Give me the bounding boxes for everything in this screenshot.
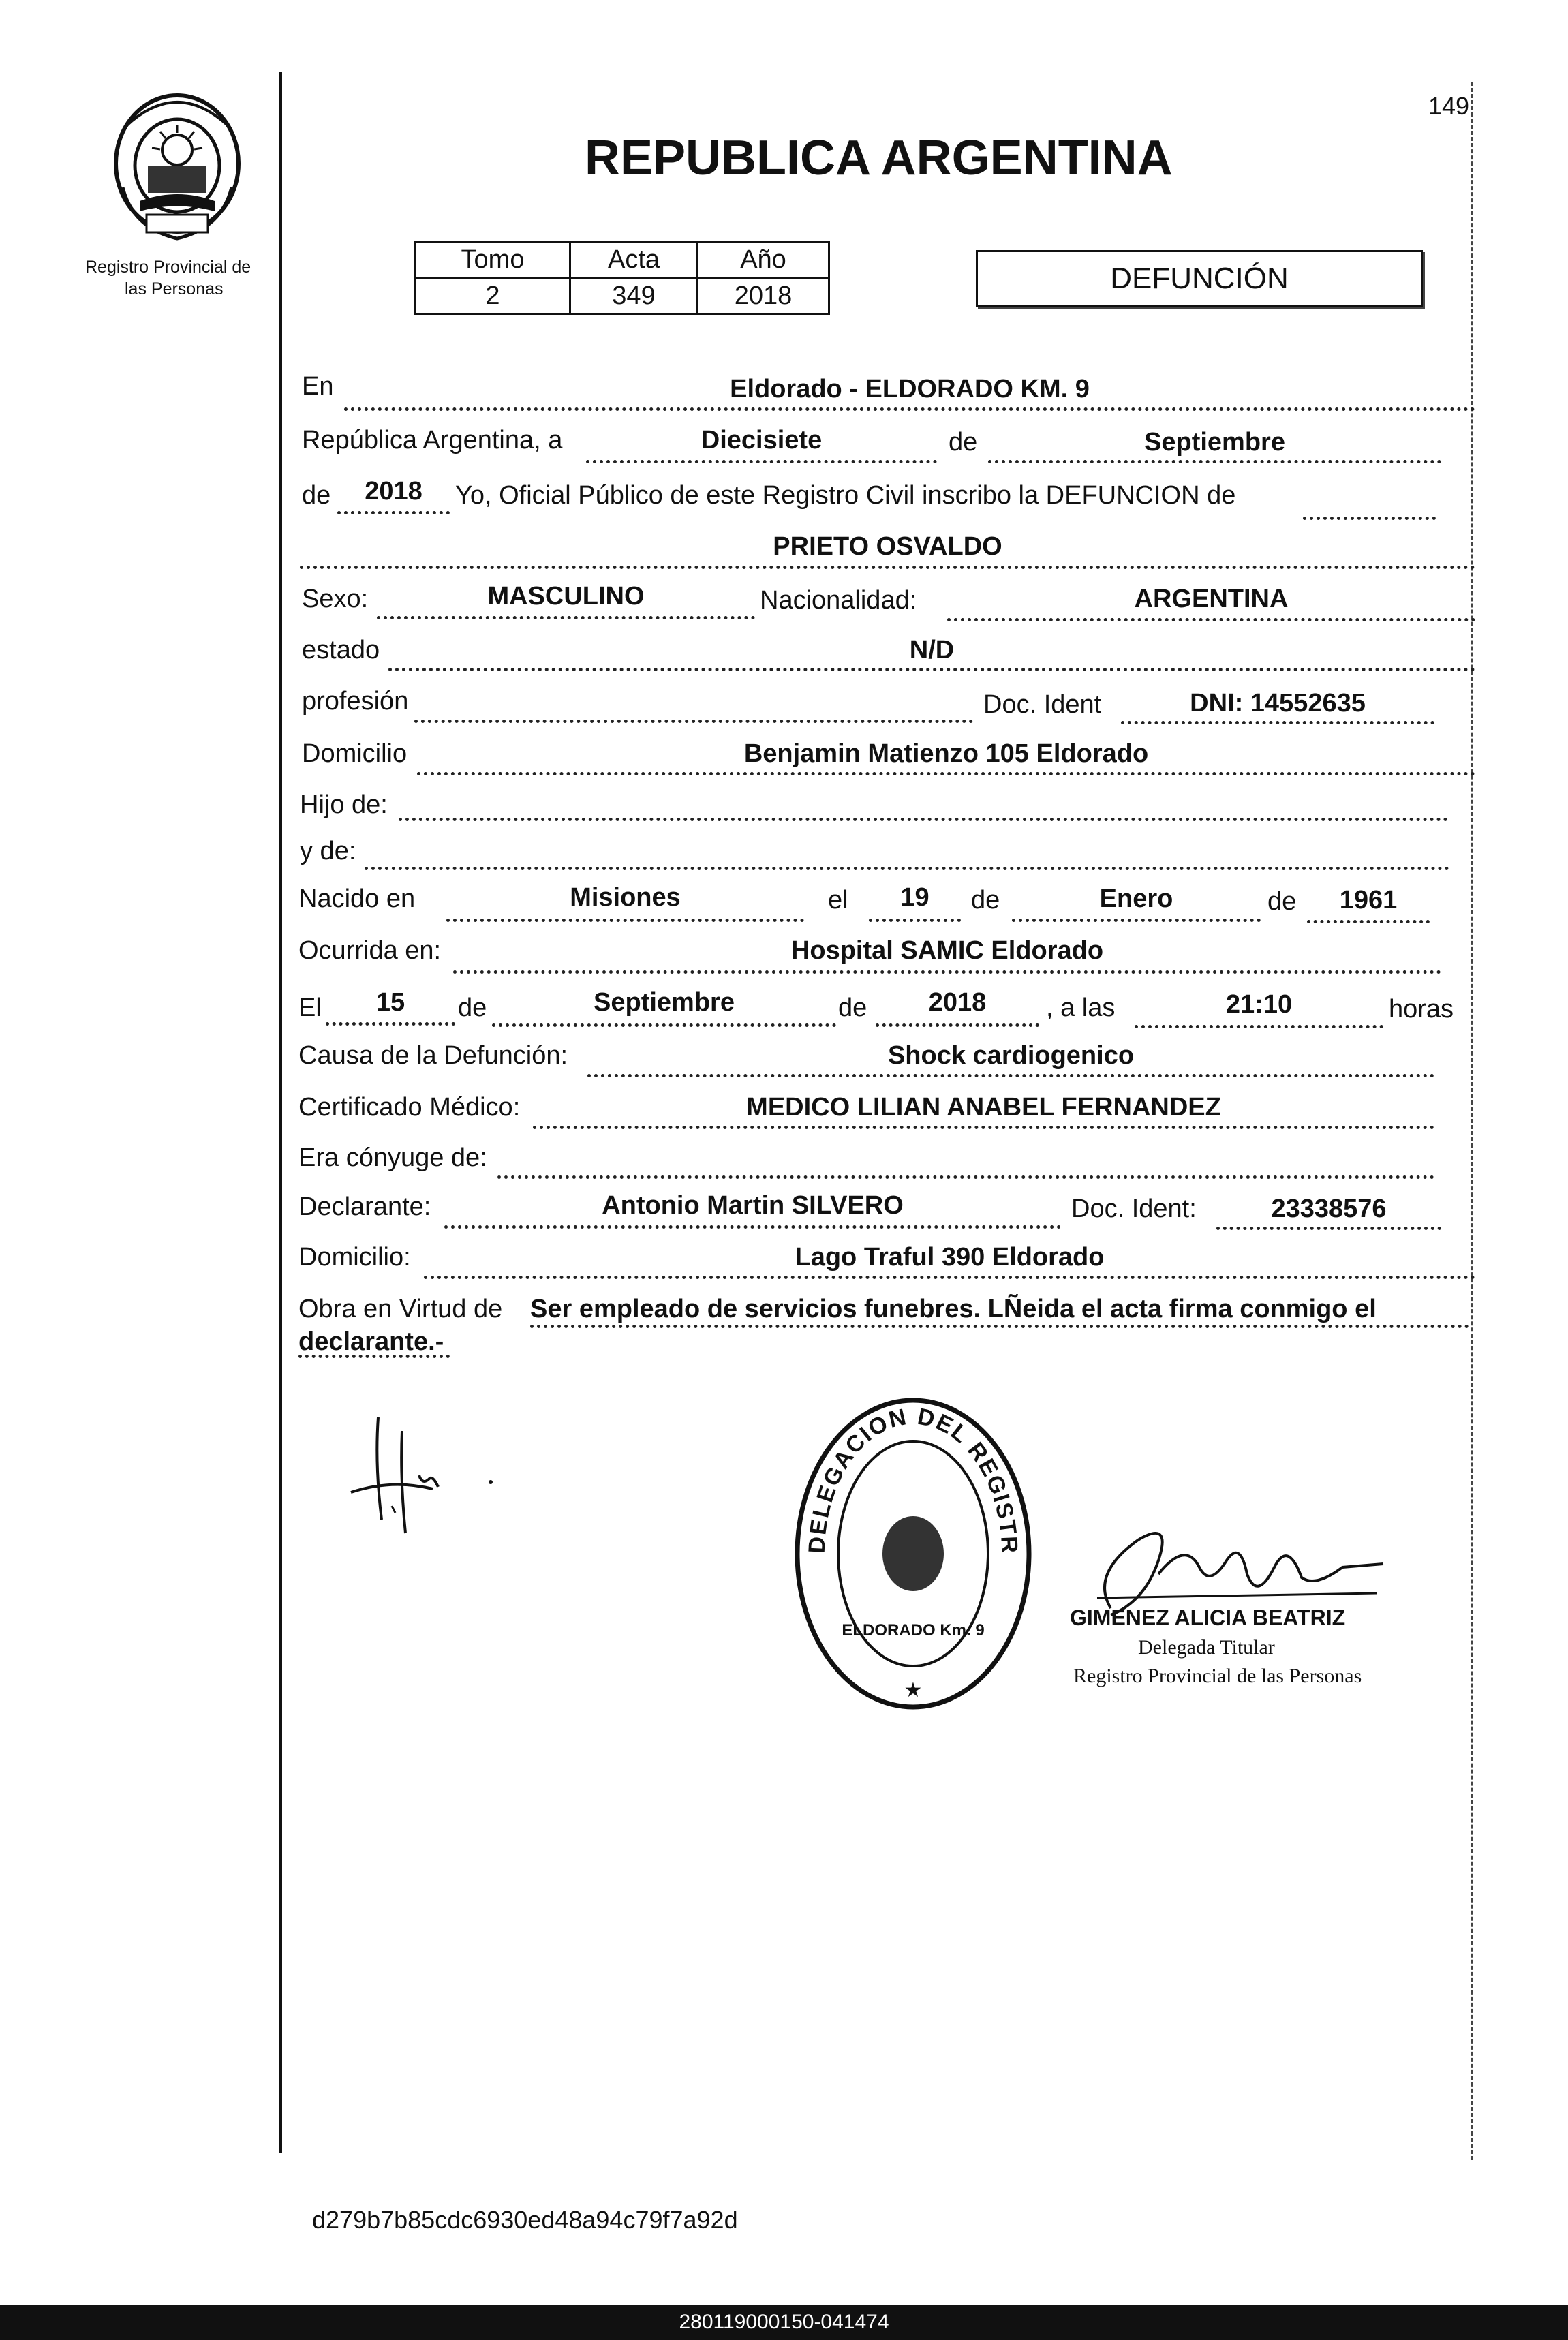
label-el: el	[828, 886, 848, 914]
label-y-de: y de:	[300, 837, 356, 865]
barcode-footer: 280119000150-041474	[0, 2305, 1568, 2340]
label-ocurrida-en: Ocurrida en:	[298, 936, 442, 965]
signatory-office: Registro Provincial de las Personas	[1073, 1665, 1362, 1687]
value-certificado: MEDICO LILIAN ANABEL FERNANDEZ	[746, 1093, 1221, 1122]
label-a-las: , a las	[1046, 994, 1116, 1022]
value-nacido-dia: 19	[900, 883, 929, 912]
registry-name-line2: las Personas	[125, 279, 224, 298]
left-margin-line	[279, 72, 282, 2153]
label-el-cap: El	[298, 994, 322, 1022]
value-causa: Shock cardiogenico	[887, 1041, 1135, 1070]
value-obra-line2: declarante.-	[298, 1327, 444, 1356]
signatory-role: Delegada Titular	[1138, 1636, 1275, 1659]
value-mes: Septiembre	[1144, 428, 1285, 457]
value-nacido-anio: 1961	[1339, 886, 1398, 914]
label-de3: de	[971, 886, 1000, 914]
value-estado: N/D	[909, 636, 955, 664]
line-lugar	[344, 407, 1475, 411]
label-hijo-de: Hijo de:	[300, 790, 388, 819]
official-stamp	[784, 1394, 1043, 1714]
table-header-acta: Acta	[570, 242, 698, 278]
line-yo-tail	[1303, 517, 1436, 520]
registry-name-line1: Registro Provincial de	[85, 258, 251, 277]
line-nacido-anio	[1307, 920, 1430, 923]
line-domicilio	[417, 772, 1475, 775]
svg-text:★: ★	[904, 1679, 923, 1702]
line-dni	[1121, 721, 1434, 724]
label-profesion: profesión	[302, 687, 409, 715]
line-mes	[988, 460, 1441, 463]
value-nacido-mes: Enero	[1099, 884, 1173, 913]
line-obra1	[530, 1325, 1469, 1328]
value-domicilio: Benjamin Matienzo 105 Eldorado	[743, 739, 1149, 768]
province-seal-icon	[106, 85, 249, 242]
label-horas: horas	[1389, 995, 1454, 1023]
line-ocurrida	[453, 970, 1441, 974]
document-hash: d279b7b85cdc6930ed48a94c79f7a92d	[312, 2206, 738, 2234]
label-certificado: Certificado Médico:	[298, 1093, 521, 1122]
value-nacionalidad: ARGENTINA	[1134, 585, 1289, 613]
line-nombre	[300, 566, 1475, 569]
value-dia: Diecisiete	[701, 426, 823, 455]
label-obra: Obra en Virtud de	[298, 1295, 503, 1323]
stamp-inner-text: ELDORADO Km. 9	[842, 1621, 985, 1639]
line-declarante-domicilio	[424, 1276, 1475, 1279]
label-nacido-en: Nacido en	[298, 884, 416, 913]
value-lugar: Eldorado - ELDORADO KM. 9	[730, 375, 1090, 403]
page-title: REPUBLICA ARGENTINA	[585, 131, 1173, 185]
label-de1: de	[949, 428, 978, 457]
page-number: 149	[1428, 92, 1470, 120]
line-nacionalidad	[947, 618, 1475, 621]
value-obra-line1: Ser empleado de servicios funebres. LÑeida el acta firma conmigo el	[530, 1295, 1377, 1323]
line-dia	[586, 460, 937, 463]
value-declarante-domicilio: Lago Traful 390 Eldorado	[795, 1243, 1105, 1272]
label-en: En	[302, 372, 334, 401]
label-de6: de	[838, 994, 867, 1022]
label-yo-oficial: Yo, Oficial Público de este Registro Civil inscribo la DEFUNCION de	[455, 481, 1236, 510]
table-value-tomo: 2	[416, 278, 570, 314]
line-nacido-dia	[869, 919, 961, 922]
value-dni: DNI: 14552635	[1190, 689, 1366, 718]
label-de4: de	[1267, 887, 1297, 916]
value-anio: 2018	[365, 477, 422, 506]
line-fallec-mes	[492, 1023, 836, 1027]
line-profesion	[414, 720, 973, 723]
value-fallec-anio: 2018	[928, 988, 987, 1017]
table-value-anio: 2018	[698, 278, 829, 314]
document-type-box: DEFUNCIÓN	[976, 250, 1423, 307]
line-causa	[587, 1074, 1434, 1077]
line-hijo-de	[399, 818, 1448, 821]
value-nacido-lugar: Misiones	[570, 883, 681, 912]
line-nacido-mes	[1012, 919, 1261, 922]
line-declarante-doc	[1216, 1227, 1441, 1230]
label-causa: Causa de la Defunción:	[298, 1041, 568, 1070]
value-sexo: MASCULINO	[487, 582, 645, 611]
line-nacido-lugar	[446, 919, 804, 922]
line-sexo	[377, 616, 755, 619]
value-declarante: Antonio Martin SILVERO	[602, 1191, 904, 1220]
value-declarante-doc: 23338576	[1271, 1195, 1387, 1223]
label-domicilio2: Domicilio:	[298, 1243, 411, 1272]
label-de5: de	[458, 994, 487, 1022]
signatory-name: GIMENEZ ALICIA BEATRIZ	[1070, 1605, 1346, 1630]
label-estado: estado	[302, 636, 380, 664]
line-conyuge	[497, 1175, 1434, 1179]
value-hora: 21:10	[1225, 990, 1293, 1019]
label-republica: República Argentina, a	[302, 426, 563, 455]
volume-table	[414, 241, 830, 315]
line-fallec-anio	[876, 1023, 1039, 1027]
label-sexo: Sexo:	[302, 585, 369, 613]
value-fallec-dia: 15	[375, 988, 405, 1017]
line-hora	[1135, 1025, 1383, 1028]
label-doc-ident2: Doc. Ident:	[1071, 1195, 1197, 1223]
table-value-acta: 349	[570, 278, 698, 314]
label-domicilio: Domicilio	[302, 739, 408, 768]
declarant-signature	[337, 1411, 508, 1547]
label-conyuge: Era cónyuge de:	[298, 1143, 487, 1172]
line-obra2	[298, 1355, 450, 1358]
label-declarante: Declarante:	[298, 1192, 431, 1221]
line-certificado	[533, 1126, 1434, 1129]
stamp-outer-text: DELEGACION DEL REGISTR	[803, 1403, 1023, 1555]
line-fallec-dia	[326, 1022, 455, 1026]
line-estado	[388, 668, 1475, 671]
line-declarante	[444, 1225, 1061, 1229]
value-fallec-mes: Septiembre	[594, 988, 735, 1017]
table-header-anio: Año	[698, 242, 829, 278]
label-de2: de	[302, 481, 331, 510]
line-y-de	[365, 867, 1449, 870]
label-doc-ident: Doc. Ident	[983, 690, 1102, 719]
table-header-tomo: Tomo	[416, 242, 570, 278]
value-ocurrida: Hospital SAMIC Eldorado	[790, 936, 1104, 965]
label-nacionalidad: Nacionalidad:	[760, 586, 917, 615]
value-nombre: PRIETO OSVALDO	[773, 532, 1002, 561]
line-anio	[337, 511, 450, 514]
